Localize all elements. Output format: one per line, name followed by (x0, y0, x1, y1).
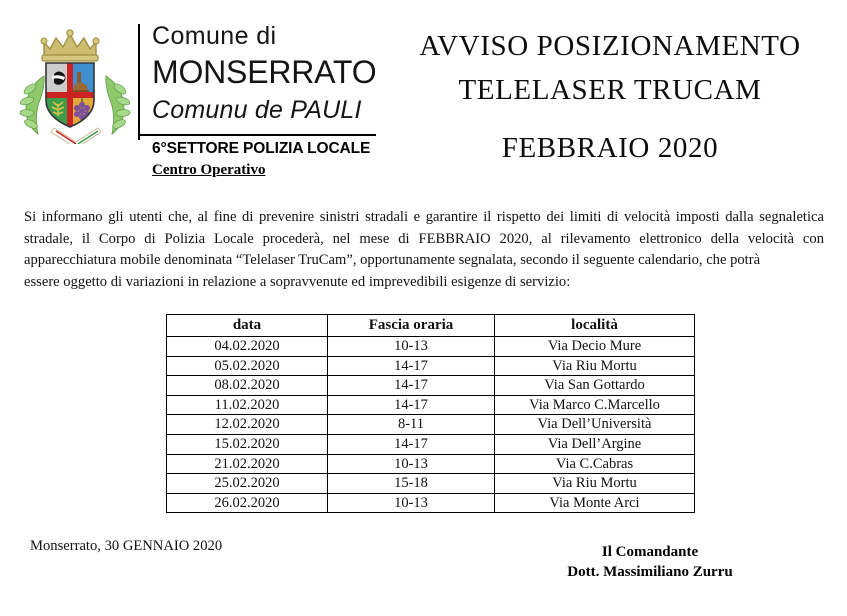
table-row (167, 337, 695, 357)
cell-localita: Via C.Cabras (495, 454, 695, 474)
table-row (167, 356, 695, 376)
cell-data: 12.02.2020 (167, 415, 328, 435)
masthead-horizontal-rule (138, 134, 376, 136)
cell-localita: Via Dell’Argine (495, 434, 695, 454)
cell-data: 04.02.2020 (167, 337, 328, 357)
cell-localita: Via Riu Mortu (495, 356, 695, 376)
office-label: Centro Operativo (152, 162, 266, 178)
title-line-3: FEBBRAIO 2020 (501, 132, 719, 164)
table-row (167, 454, 695, 474)
schedule-table (166, 314, 695, 513)
sector-label: 6°SETTORE POLIZIA LOCALE (152, 140, 371, 157)
table-row (167, 376, 695, 396)
signature-name: Dott. Massimiliano Zurru (567, 564, 733, 580)
cell-fascia: 10-13 (328, 337, 495, 357)
cell-fascia: 10-13 (328, 493, 495, 513)
column-header-localita: località (495, 315, 695, 337)
table-row (167, 434, 695, 454)
masthead-vertical-rule (138, 24, 140, 140)
cell-data: 05.02.2020 (167, 356, 328, 376)
table-row (167, 493, 695, 513)
title-line-2: TELELASER TRUCAM (458, 74, 762, 106)
place-and-date: Monserrato, 30 GENNAIO 2020 (30, 538, 223, 554)
cell-data: 08.02.2020 (167, 376, 328, 396)
cell-fascia: 14-17 (328, 434, 495, 454)
table-row (167, 474, 695, 494)
cell-fascia: 8-11 (328, 415, 495, 435)
table-row (167, 395, 695, 415)
notice-paragraph-main: Si informano gli utenti che, al fine di prevenire sinistri stradali e garantire il rispetto dei limiti di velocità imposti dalla segnaletica stradale, il Corpo di Polizia Locale procederà, nel mese di FEBBRAIO 2020, al rilevamento elettronico della velocità con apparecchiatura mobile denominata “Telelaser TruCam”, opportunamente segnalata, secondo il seguente calendario, che potrà (24, 209, 824, 268)
cell-localita: Via Marco C.Marcello (495, 395, 695, 415)
masthead (138, 22, 378, 178)
cell-fascia: 14-17 (328, 376, 495, 396)
cell-fascia: 10-13 (328, 454, 495, 474)
signature-block (500, 542, 800, 582)
cell-fascia: 14-17 (328, 356, 495, 376)
city-name: MONSERRATO (152, 54, 377, 90)
cell-fascia: 14-17 (328, 395, 495, 415)
city-name-sardinian: Comunu de PAULI (152, 96, 362, 124)
document-header (0, 0, 847, 178)
cell-localita: Via Dell’Università (495, 415, 695, 435)
cell-data: 25.02.2020 (167, 474, 328, 494)
cell-localita: Via Riu Mortu (495, 474, 695, 494)
notice-paragraph-last-line: essere oggetto di variazioni in relazione a sopravvenute ed imprevedibili esigenze di servizio: (24, 273, 571, 290)
signature-title: Il Comandante (601, 544, 699, 560)
notice-paragraph (24, 207, 824, 293)
cell-data: 11.02.2020 (167, 395, 328, 415)
coat-of-arms-icon (14, 16, 136, 144)
table-row (167, 415, 695, 435)
cell-data: 21.02.2020 (167, 454, 328, 474)
cell-data: 26.02.2020 (167, 493, 328, 513)
document-title (380, 24, 840, 170)
cell-data: 15.02.2020 (167, 434, 328, 454)
title-line-1: AVVISO POSIZIONAMENTO (419, 30, 801, 62)
column-header-data: data (167, 315, 328, 337)
table-header-row (167, 315, 695, 337)
column-header-fascia-oraria: Fascia oraria (328, 315, 495, 337)
cell-localita: Via Decio Mure (495, 337, 695, 357)
comune-label: Comune di (152, 22, 277, 50)
cell-localita: Via San Gottardo (495, 376, 695, 396)
cell-fascia: 15-18 (328, 474, 495, 494)
cell-localita: Via Monte Arci (495, 493, 695, 513)
